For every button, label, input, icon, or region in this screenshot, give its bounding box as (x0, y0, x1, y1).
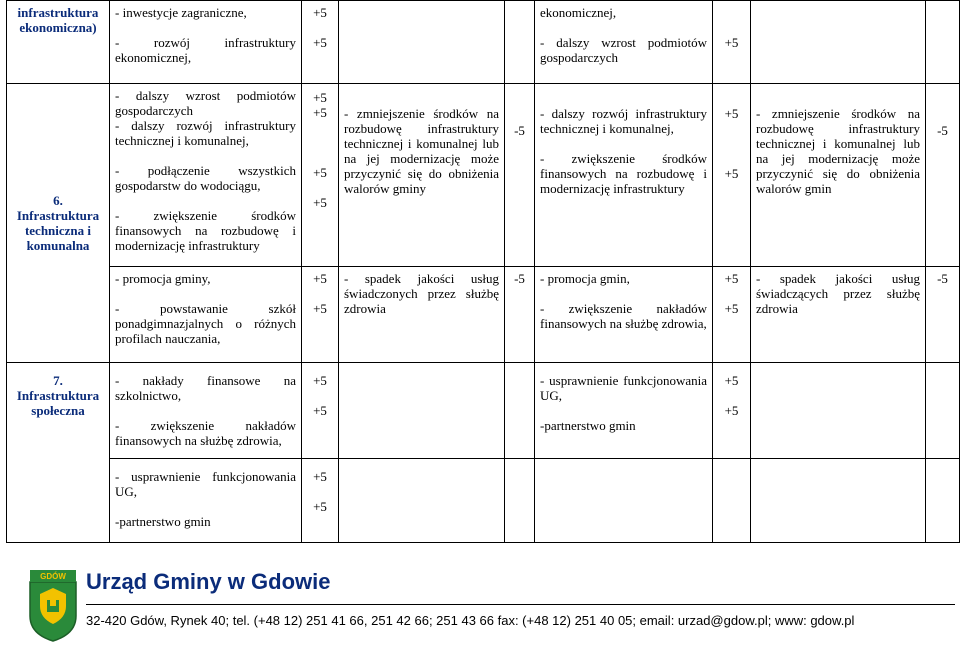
score-cell (302, 363, 339, 459)
list-item: - powstawanie szkół ponadgimnazjalnych o różnych profilach nauczania, (115, 301, 296, 346)
list-item: - zwiększenie nakładów finansowych na służbę zdrowia, (115, 418, 296, 448)
score-cell (926, 84, 960, 267)
score: +5 (724, 166, 739, 181)
threat-cell (751, 267, 926, 363)
score-cell (302, 84, 339, 267)
logo-text: GDÓW (40, 572, 66, 581)
score: +5 (313, 105, 327, 120)
score: +5 (313, 373, 327, 388)
score: -5 (514, 123, 525, 138)
divider (86, 604, 955, 605)
threat-cell (339, 267, 505, 363)
score-cell (302, 1, 339, 84)
score: -5 (937, 271, 948, 286)
score: +5 (724, 403, 739, 418)
list-item: -partnerstwo gmin (115, 514, 211, 529)
category-cell: 6. Infrastruktura techniczna i komunalna (7, 84, 110, 363)
threat-cell (339, 1, 505, 84)
swot-table (6, 0, 960, 543)
list-item: - podłączenie wszystkich gospodarstw do wodociągu, (115, 163, 296, 193)
score: +5 (313, 195, 327, 210)
gdow-coat-of-arms-logo (26, 570, 80, 642)
score-cell (505, 84, 535, 267)
list-item: - zwiększenie środków finansowych na rozbudowę i modernizację infrastruktury (115, 208, 296, 253)
category-cell: 7. Infrastruktura społeczna (7, 363, 110, 543)
score: +5 (313, 301, 327, 316)
threat-cell (751, 84, 926, 267)
letterhead-footer (26, 566, 956, 646)
table-row (7, 363, 960, 459)
score: -5 (514, 271, 525, 286)
score: +5 (313, 469, 327, 484)
table-row (7, 267, 960, 363)
score: +5 (724, 271, 739, 286)
list-item: - zwiększenie nakładów finansowych na służbę zdrowia, (540, 301, 707, 331)
threat-cell (339, 84, 505, 267)
score: +5 (724, 301, 739, 316)
score: +5 (313, 403, 327, 418)
list-item: - dalszy wzrost podmiotów gospodarczych (115, 88, 296, 118)
score-cell (505, 1, 535, 84)
list-item: - zmniejszenie środków na rozbudowę infrastruktury technicznej i komunalnej lub na jej modernizację może przyczynić się do obniżenia walorów gminy (344, 106, 499, 196)
list-item: - dalszy rozwój infrastruktury technicznej i komunalnej, (115, 118, 296, 148)
score-cell (926, 267, 960, 363)
score-cell (713, 459, 751, 543)
list-item: - usprawnienie funkcjonowania UG, (115, 469, 296, 499)
list-item: -partnerstwo gmin (540, 418, 636, 433)
opportunity-cell (535, 363, 713, 459)
opportunity-cell (110, 267, 302, 363)
list-item: - dalszy rozwój infrastruktury technicznej i komunalnej, (540, 106, 707, 136)
score: +5 (313, 499, 327, 514)
list-item: - promocja gminy, (115, 271, 211, 286)
list-item: - spadek jakości usług świadczonych przez służbę zdrowia (344, 271, 499, 316)
list-item: - usprawnienie funkcjonowania UG, (540, 373, 707, 403)
list-item: - dalszy wzrost podmiotów gospodarczych (540, 35, 707, 65)
score: +5 (724, 373, 739, 388)
opportunity-cell (110, 363, 302, 459)
threat-cell (751, 1, 926, 84)
threat-cell (751, 363, 926, 459)
score-cell (926, 459, 960, 543)
list-item: - rozwój infrastruktury ekonomicznej, (115, 35, 296, 65)
threat-cell (339, 363, 505, 459)
score: +5 (724, 35, 739, 50)
office-address: 32-420 Gdów, Rynek 40; tel. (+48 12) 251 41 66, 251 42 66; 251 43 66 fax: (+48 12) 251 40 05; email: urzad@gdow.pl; www: gdow.pl (86, 613, 855, 628)
category-cell: infrastruktura ekonomiczna) (7, 1, 110, 84)
score: +5 (313, 90, 327, 105)
list-item: ekonomicznej, (540, 5, 617, 20)
score-cell (926, 363, 960, 459)
opportunity-cell (110, 1, 302, 84)
score-cell (713, 363, 751, 459)
score-cell (505, 459, 535, 543)
opportunity-cell (535, 1, 713, 84)
list-item: - promocja gmin, (540, 271, 630, 286)
score: +5 (313, 5, 327, 20)
score-cell (302, 267, 339, 363)
score-cell (302, 459, 339, 543)
table-row (7, 1, 960, 84)
score-cell (713, 84, 751, 267)
list-item: - nakłady finansowe na szkolnictwo, (115, 373, 296, 403)
score: +5 (313, 165, 327, 180)
table-row (7, 459, 960, 543)
list-item: - zmniejszenie środków na rozbudowę infrastruktury technicznej i komunalnej lub na jej modernizację może przyczynić się do obniżenia walorów gmin (756, 106, 920, 196)
table-row (7, 84, 960, 267)
list-item: - zwiększenie środków finansowych na rozbudowę i modernizację infrastruktury (540, 151, 707, 196)
score-cell (713, 1, 751, 84)
score-cell (505, 267, 535, 363)
score: -5 (937, 123, 948, 138)
list-item: - inwestycje zagraniczne, (115, 5, 247, 20)
score-cell (505, 363, 535, 459)
list-item: - spadek jakości usług świadczących przez służbę zdrowia (756, 271, 920, 316)
office-name: Urząd Gminy w Gdowie (86, 569, 331, 594)
opportunity-cell (535, 267, 713, 363)
score: +5 (313, 271, 327, 286)
score-cell (713, 267, 751, 363)
opportunity-cell (110, 84, 302, 267)
score-cell (926, 1, 960, 84)
opportunity-cell (535, 459, 713, 543)
opportunity-cell (535, 84, 713, 267)
threat-cell (339, 459, 505, 543)
score: +5 (724, 106, 739, 121)
threat-cell (751, 459, 926, 543)
score: +5 (313, 35, 327, 50)
opportunity-cell (110, 459, 302, 543)
